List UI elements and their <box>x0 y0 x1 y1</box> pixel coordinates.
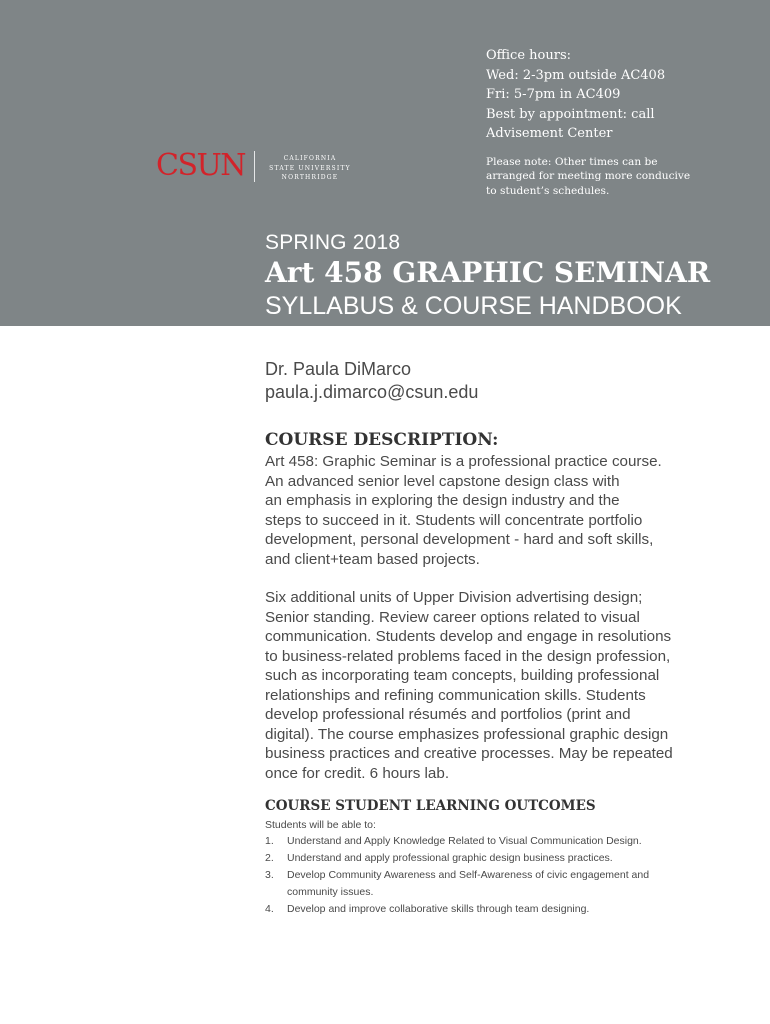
learning-outcomes-heading: COURSE STUDENT LEARNING OUTCOMES <box>265 798 596 814</box>
course-title: Art 458 GRAPHIC SEMINAR <box>265 256 711 289</box>
instructor-email[interactable]: paula.j.dimarco@csun.edu <box>265 382 479 402</box>
list-item <box>265 833 705 850</box>
list-item-text: Understand and apply professional graphic design business practices. <box>287 852 613 864</box>
list-item-number: 4. <box>265 903 274 915</box>
office-hours <box>486 46 756 198</box>
instructor-name: Dr. Paula DiMarco <box>265 359 412 379</box>
list-item-number: 2. <box>265 852 274 864</box>
list-item <box>265 850 705 867</box>
university-line-2: STATE UNIVERSITY <box>269 164 351 172</box>
list-item-number: 1. <box>265 835 274 847</box>
semester: SPRING 2018 <box>265 231 401 254</box>
list-item <box>265 867 705 901</box>
list-item-number: 3. <box>265 869 274 881</box>
course-description-paragraph-2: Six additional units of Upper Division advertising design; Senior standing. Review career options related to visual communication. Students develop and engage in resolutions to business-related problems faced in the design profession, such as incorporating team concepts, building professional relationships and refining communication skills. Students develop professional résumés and portfolios (print and digital). The course emphasizes professional graphic design business practices and creative processes. May be repeated once for credit. 6 hours lab. <box>265 589 673 782</box>
learning-outcomes-list <box>265 833 705 918</box>
course-description-heading: COURSE DESCRIPTION: <box>265 430 499 450</box>
logo-divider <box>254 151 255 182</box>
header-banner <box>0 0 770 326</box>
office-hours-note: Please note: Other times can be arranged for meeting more conducive to student’s schedules. <box>486 155 691 197</box>
csun-wordmark: CSUN <box>156 148 246 183</box>
university-name <box>262 154 358 183</box>
office-hours-appointment: Best by appointment: call <box>486 106 655 122</box>
learning-outcomes-intro: Students will be able to: <box>265 819 376 831</box>
instructor-info <box>265 358 478 404</box>
office-hours-center: Advisement Center <box>486 126 613 141</box>
title-block <box>265 230 710 321</box>
document-subtitle: SYLLABUS & COURSE HANDBOOK <box>265 292 682 320</box>
list-item <box>265 901 705 918</box>
office-hours-wed: Wed: 2-3pm outside AC408 <box>486 67 666 83</box>
list-item-text: Develop Community Awareness and Self-Awareness of civic engagement and community issues. <box>287 869 650 898</box>
office-hours-title: Office hours: <box>486 48 571 63</box>
list-item-text: Develop and improve collaborative skills through team designing. <box>287 903 590 915</box>
office-hours-fri: Fri: 5-7pm in AC409 <box>486 87 621 102</box>
course-description <box>265 428 705 783</box>
university-line-1: CALIFORNIA <box>283 155 337 162</box>
learning-outcomes <box>265 797 705 918</box>
university-line-3: NORTHRIDGE <box>281 174 339 181</box>
list-item-text: Understand and Apply Knowledge Related to Visual Communication Design. <box>287 835 642 847</box>
course-description-paragraph-1: Art 458: Graphic Seminar is a professional practice course. An advanced senior level capstone design class with an emphasis in exploring the design industry and the steps to succeed in it. Students will concentrate portfolio development, personal development - hard and soft skills, and client+team based projects. <box>265 453 662 568</box>
